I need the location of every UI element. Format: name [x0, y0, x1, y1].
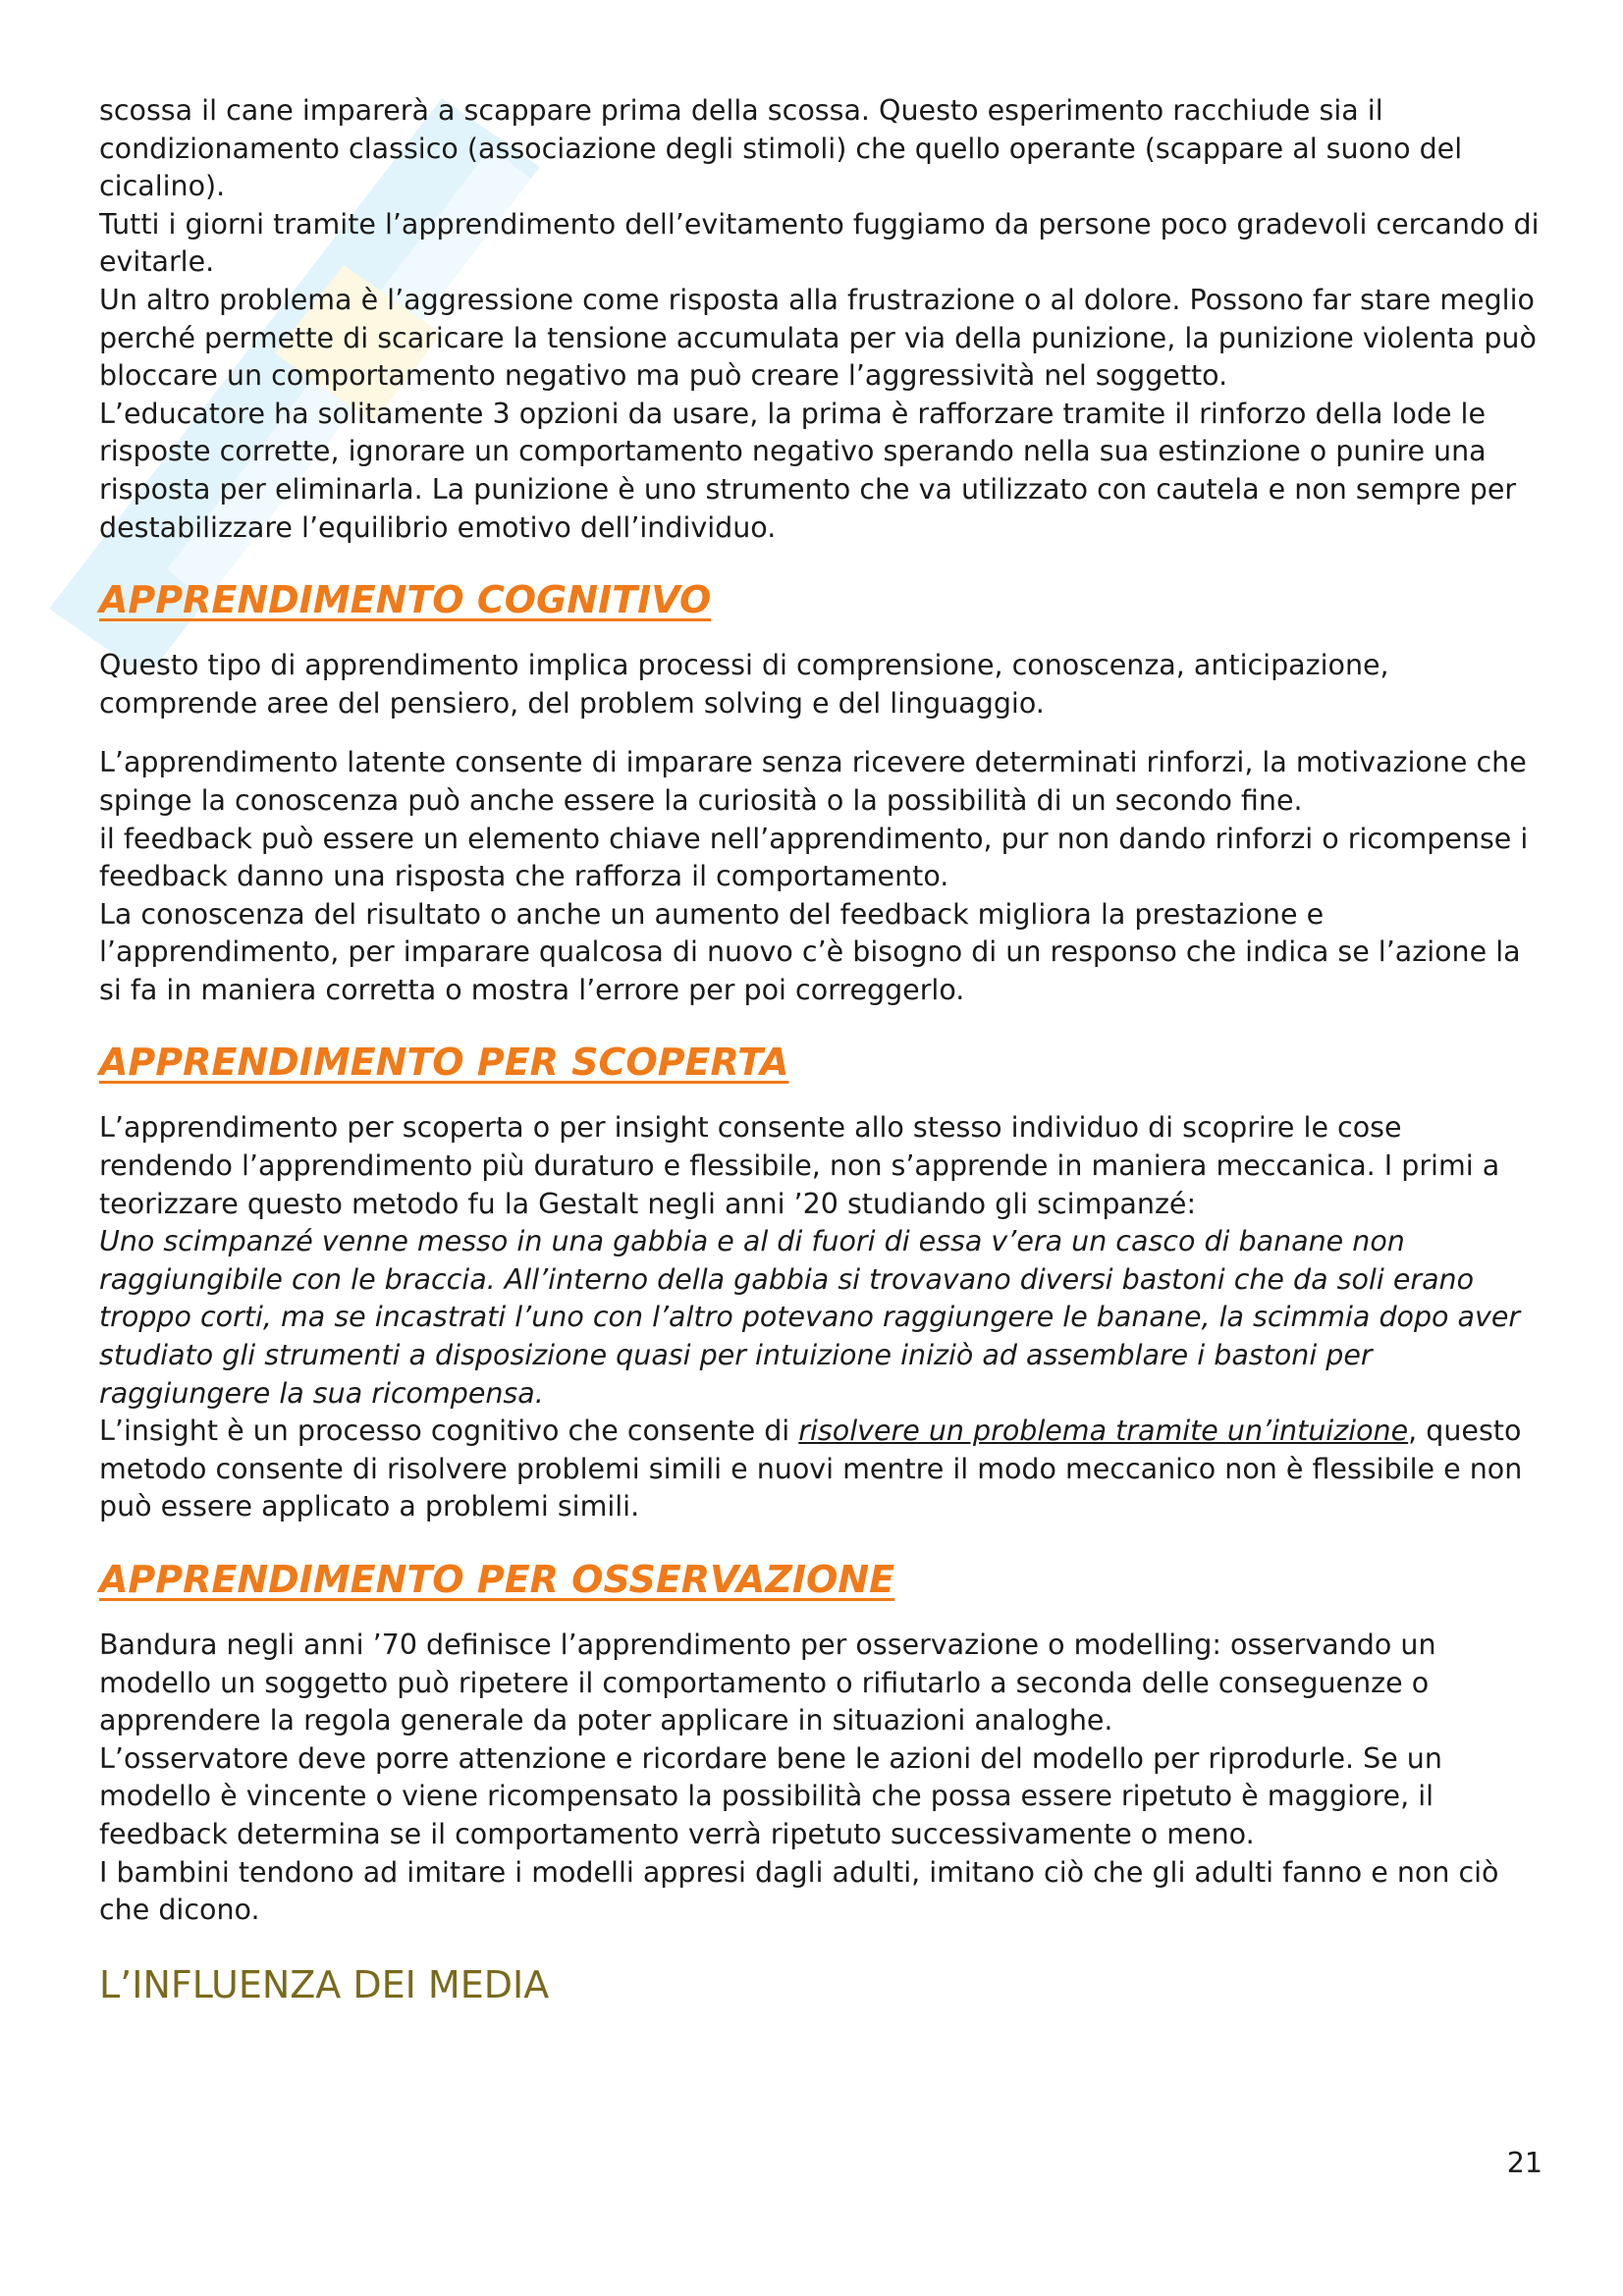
cognitivo-paragraph-1: Questo tipo di apprendimento implica processi di comprensione, conoscenza, anticipazione, comprende aree del pensiero, del problem solving e del linguaggio. — [99, 649, 1389, 720]
heading-apprendimento-per-osservazione: APPRENDIMENTO PER OSSERVAZIONE — [99, 1558, 895, 1601]
intro-paragraph-2: Tutti i giorni tramite l’apprendimento dell’evitamento fuggiamo da persone poco gradevoli cercando di evitarle. — [99, 207, 1540, 279]
intro-paragraph-1: scossa il cane imparerà a scappare prima della scossa. Questo esperimento racchiude sia il condizionamento classico (associazione degli stimoli) che quello operante (scappare al suono del cicalino). — [99, 94, 1463, 203]
heading-influenza-dei-media: L’INFLUENZA DEI MEDIA — [99, 1962, 550, 2006]
osservazione-paragraph-2: L’osservatore deve porre attenzione e ricordare bene le azioni del modello per riprodurle. Se un modello è vincente o viene ricompensato la possibilità che possa essere ripetuto è maggiore, il feedback determina se il comportamento verrà ripetuto successivamente o meno. — [99, 1741, 1442, 1850]
osservazione-paragraph-3: I bambini tendono ad imitare i modelli appresi dagli adulti, imitano ciò che gli adulti fanno e non ciò che dicono. — [99, 1855, 1499, 1927]
scoperta-example-italic: Uno scimpanzé venne messo in una gabbia e al di fuori di essa v’era un casco di banane non raggiungibile con le braccia. All’interno della gabbia si trovavano diversi bastoni che da soli erano troppo corti, ma se incastrati l’uno con l’altro potevano raggiungere le banane, la scimmia dopo aver studiato gli strumenti a disposizione quasi per intuizione iniziò ad assemblare i bastoni per raggiungere la sua ricompensa. — [99, 1225, 1521, 1410]
page-number: 21 — [1506, 2147, 1542, 2179]
cognitivo-paragraph-2: L’apprendimento latente consente di imparare senza ricevere determinati rinforzi, la motivazione che spinge la conoscenza può anche essere la curiosità o la possibilità di un secondo fine. — [99, 746, 1527, 817]
scoperta-paragraph-3 — [99, 1413, 1542, 1526]
heading-apprendimento-per-scoperta: APPRENDIMENTO PER SCOPERTA — [99, 1041, 789, 1085]
scoperta-p3-text-after: , questo metodo consente di risolvere problemi simili e nuovi mentre il modo meccanico non è flessibile e non può essere applicato a problemi simili. — [99, 1415, 1523, 1523]
scoperta-paragraph-1: L’apprendimento per scoperta o per insight consente allo stesso individuo di scoprire le cose rendendo l’apprendimento più duraturo e flessibile, non s’apprende in maniera meccanica. I primi a teorizzare questo metodo fu la Gestalt negli anni ’20 studiando gli scimpanzé: — [99, 1111, 1500, 1220]
cognitivo-paragraph-3: il feedback può essere un elemento chiave nell’apprendimento, pur non dando rinforzi o ricompense i feedback danno una risposta che rafforza il comportamento. — [99, 822, 1529, 893]
document-page — [99, 92, 1542, 2010]
osservazione-paragraph-1: Bandura negli anni ’70 definisce l’apprendimento per osservazione o modelling: osservando un modello un soggetto può ripetere il comportamento o rifiutarlo a seconda delle conseguenze o apprendere la regola generale da poter applicare in situazioni analoghe. — [99, 1629, 1436, 1737]
scoperta-p3-text-before: L’insight è un processo cognitivo che consente di — [99, 1415, 799, 1448]
heading-apprendimento-cognitivo: APPRENDIMENTO COGNITIVO — [99, 578, 712, 622]
cognitivo-paragraph-4: La conoscenza del risultato o anche un aumento del feedback migliora la prestazione e l’apprendimento, per imparare qualcosa di nuovo c’è bisogno di un responso che indica se l’azione la si fa in maniera corretta o mostra l’errore per poi correggerlo. — [99, 897, 1521, 1006]
scoperta-underlined-phrase: risolvere un problema tramite un’intuizione — [798, 1415, 1409, 1448]
intro-paragraph-3: Un altro problema è l’aggressione come risposta alla frustrazione o al dolore. Possono far stare meglio perché permette di scaricare la tensione accumulata per via della punizione, la punizione violenta può bloccare un comportamento negativo ma può creare l’aggressività nel soggetto. — [99, 283, 1537, 393]
intro-paragraph-4: L’educatore ha solitamente 3 opzioni da usare, la prima è rafforzare tramite il rinforzo della lode le risposte corrette, ignorare un comportamento negativo sperando nella sua estinzione o punire una risposta per eliminarla. La punizione è uno strumento che va utilizzato con cautela e non sempre per destabilizzare l’equilibrio emotivo dell’individuo. — [99, 397, 1517, 544]
